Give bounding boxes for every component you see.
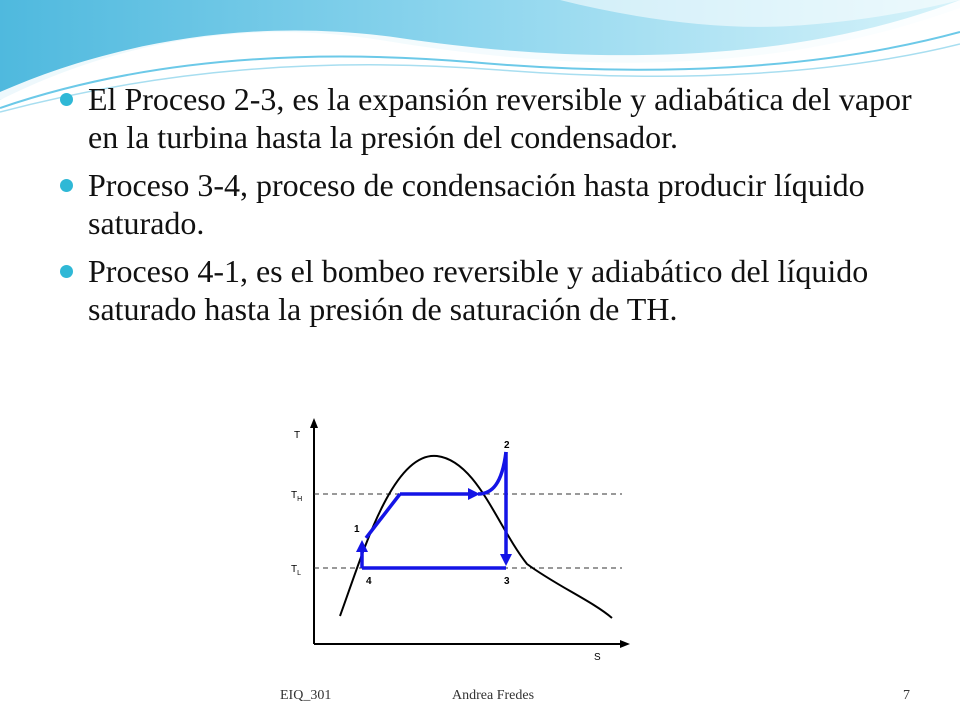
bullet-text: Proceso 4-1, es el bombeo reversible y adiabático del líquido saturado hasta la presión de saturación de TH. [88, 253, 869, 327]
bullet-text: Proceso 3-4, proceso de condensación hasta producir líquido saturado. [88, 167, 865, 241]
footer-author: Andrea Fredes [452, 688, 535, 703]
tl-label: $T_L$ [291, 564, 302, 577]
point-label-4: 4 [366, 576, 372, 587]
point-label-1: 1 [354, 524, 360, 535]
bullet-dot-icon [60, 93, 73, 106]
x-axis-label: S [594, 652, 601, 663]
bullet-item [58, 166, 918, 242]
ts-diagram [282, 406, 638, 668]
th-label: $T_H$ [291, 490, 303, 503]
bullet-item [58, 80, 918, 156]
footer-course-code: EIQ_301 [280, 688, 332, 703]
bullet-text: El Proceso 2-3, es la expansión reversible y adiabática del vapor en la turbina hasta la presión del condensador. [88, 81, 912, 155]
bullet-list [58, 80, 918, 338]
point-label-2: 2 [504, 440, 510, 451]
page-number: 7 [903, 688, 910, 703]
bullet-item [58, 252, 918, 328]
bullet-dot-icon [60, 179, 73, 192]
y-axis-label: T [294, 430, 301, 441]
point-label-3: 3 [504, 576, 510, 587]
bullet-dot-icon [60, 265, 73, 278]
